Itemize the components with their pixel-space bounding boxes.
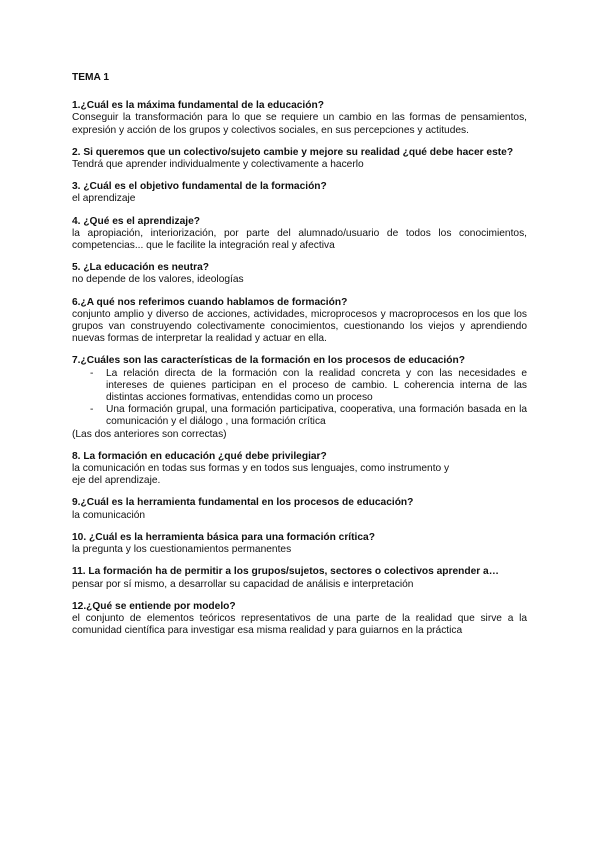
answer: el aprendizaje [72,193,136,205]
question: 1.¿Cuál es la máxima fundamental de la educación? [72,100,324,112]
question: 4. ¿Qué es el aprendizaje? [72,215,200,227]
answer: Conseguir la transformación para lo que se requiere un cambio en las formas de pensamientos, expresión y acción de los grupos y colectivos sociales, en sus percepciones y actitudes. [72,112,527,136]
answer: Tendrá que aprender individualmente y colectivamente a hacerlo [72,159,364,171]
answer: no depende de los valores, ideologías [72,274,244,286]
answer: conjunto amplio y diverso de acciones, actividades, microprocesos y macroprocesos en los que los grupos van construyendo colectivamente conocimientos, cuestionando los viejos y aprendiendo nuevas formas de interpretar la realidad y actuar en ella. [72,308,527,345]
question: 6.¿A qué nos referimos cuando hablamos de formación? [72,296,348,308]
answer: la pregunta y los cuestionamientos permanentes [72,544,292,556]
qa-item [72,147,527,171]
answer-bullet-list [72,368,527,429]
question: 12.¿Qué se entiende por modelo? [72,600,236,612]
qa-item [72,451,527,488]
question: 3. ¿Cuál es el objetivo fundamental de la formación? [72,181,327,193]
qa-item [72,566,527,590]
dash-bullet-icon: - [90,404,94,416]
answer-bullet-text: Una formación grupal, una formación participativa, cooperativa, una formación basada en la comunicación y el diálogo , una formación crítica [106,404,527,428]
answer-bullet [72,368,527,405]
document-content [72,72,527,647]
question: 5. ¿La educación es neutra? [72,262,210,274]
qa-item [72,532,527,556]
answer: el conjunto de elementos teóricos representativos de una parte de la realidad que sirve a la comunidad científica para investigar esa misma realidad y para guiarnos en la práctica [72,612,527,637]
answer-bullet-text: La relación directa de la formación con la realidad concreta y con las necesidades e intereses de quienes participan en el proceso de cambio. L coherencia interna de las distintas acciones formativas, entendidas como un proceso [106,367,527,404]
qa-item [72,601,527,638]
qa-item [72,216,527,253]
answer-bullet [72,404,527,428]
qa-item [72,262,527,286]
answer: la comunicación [72,509,146,521]
question: 8. La formación en educación ¿qué debe privilegiar? [72,450,327,462]
qa-item [72,497,527,521]
answer: pensar por sí mismo, a desarrollar su capacidad de análisis e interpretación [72,578,414,590]
question: 7.¿Cuáles son las características de la formación en los procesos de educación? [72,355,465,367]
answer-note: (Las dos anteriores son correctas) [72,428,227,440]
answer: la apropiación, interiorización, por parte del alumnado/usuario de todos los conocimientos, competencias... que le facilite la integración real y afectiva [72,227,527,252]
qa-item [72,100,527,137]
document-title: TEMA 1 [72,72,109,83]
question: 9.¿Cuál es la herramienta fundamental en los procesos de educación? [72,497,414,509]
answer [72,463,527,487]
answer-line: la comunicación en todas sus formas y en todos sus lenguajes, como instrumento y [72,463,450,475]
qa-item [72,355,527,440]
dash-bullet-icon: - [90,367,94,379]
answer-line: eje del aprendizaje. [72,475,161,487]
question: 2. Si queremos que un colectivo/sujeto cambie y mejore su realidad ¿qué debe hacer este? [72,146,514,158]
question: 10. ¿Cuál es la herramienta básica para una formación crítica? [72,531,375,543]
qa-item [72,297,527,346]
qa-item [72,181,527,205]
question: 11. La formación ha de permitir a los grupos/sujetos, sectores o colectivos aprender a… [72,566,499,578]
